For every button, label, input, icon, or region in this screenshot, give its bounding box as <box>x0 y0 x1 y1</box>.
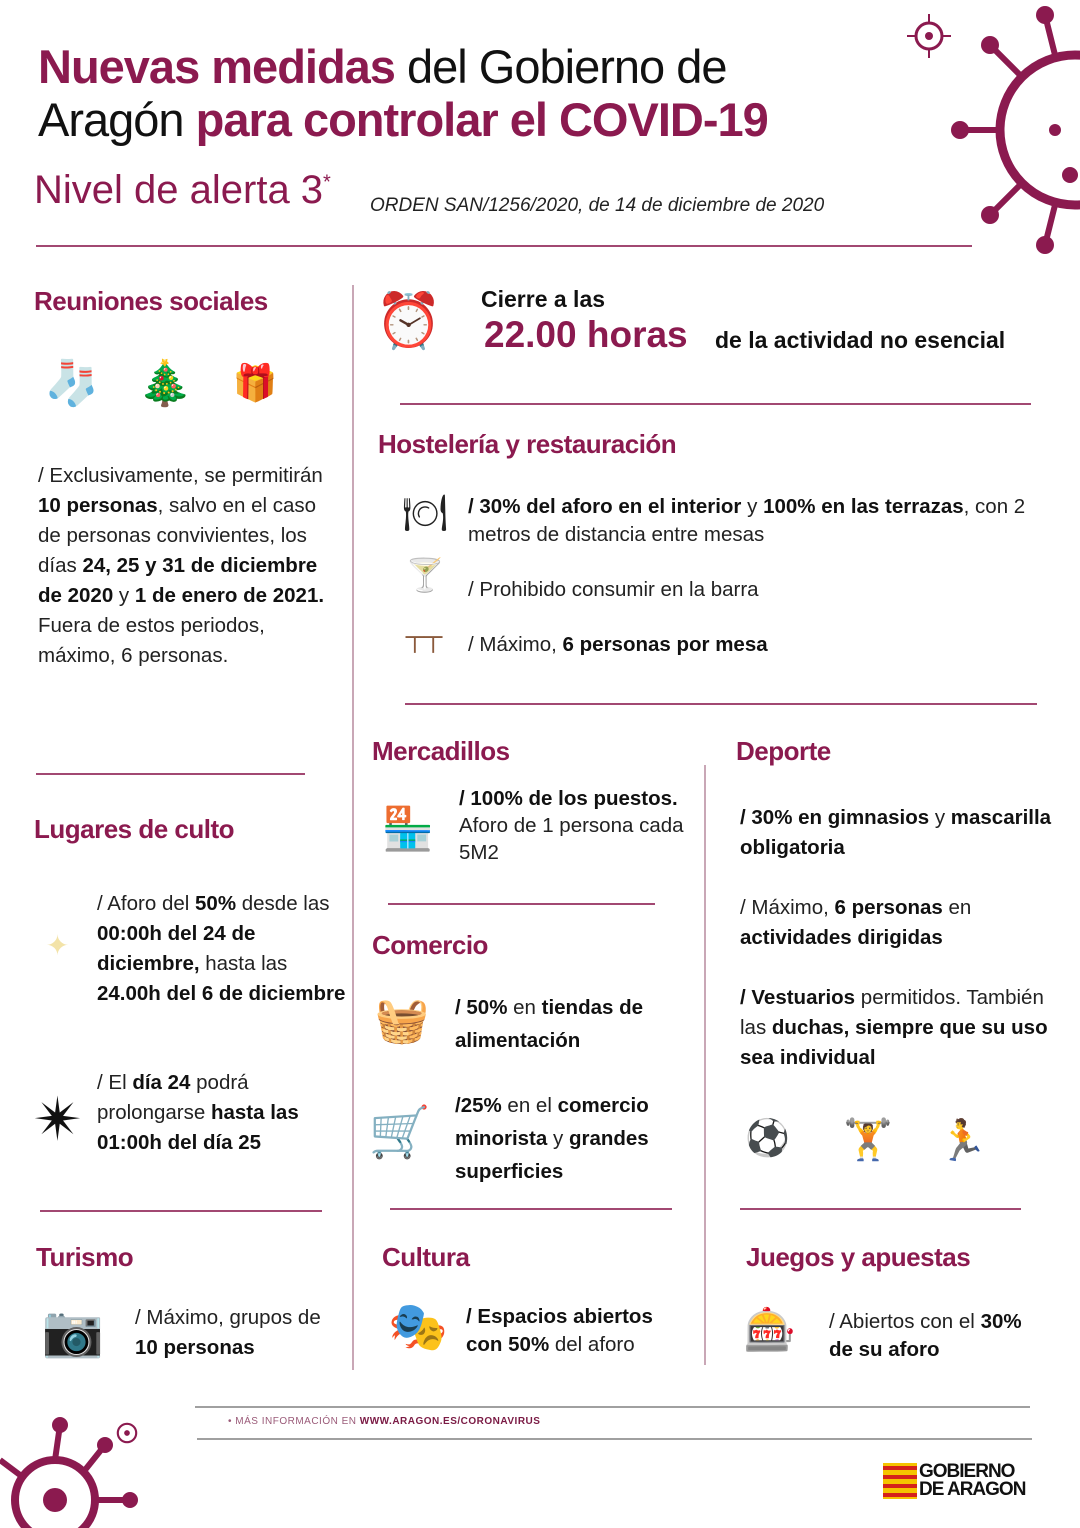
text-segment: Nuevas medidas <box>38 40 395 93</box>
alert-footnote-mark: * <box>323 171 331 194</box>
soccer-ball-icon: ⚽ <box>745 1116 790 1158</box>
title-line-1 <box>38 40 726 94</box>
text-segment: Aragón <box>38 93 196 146</box>
hosteleria-item-2 <box>468 575 1028 605</box>
text-segment: / Aforo del <box>97 892 196 915</box>
text-segment: 1 de enero de 2021. <box>134 584 325 607</box>
alert-level-text: Nivel de alerta 3 <box>34 168 324 212</box>
divider <box>740 1208 1021 1210</box>
text-segment: / Vestuarios <box>740 986 856 1009</box>
text-segment: y <box>113 584 135 607</box>
deporte-item-1 <box>740 803 1060 863</box>
divider <box>390 1208 672 1210</box>
text-segment: y <box>547 1127 569 1150</box>
text-segment: 24.00h del 6 de diciembre <box>97 982 346 1005</box>
text-segment: / 50% <box>455 996 508 1019</box>
text-segment: para controlar el COVID-19 <box>195 93 768 146</box>
cultura-heading: Cultura <box>382 1242 470 1272</box>
text-segment: en el <box>501 1094 558 1117</box>
hosteleria-heading: Hostelería y restauración <box>378 429 677 459</box>
turismo-text <box>135 1303 335 1363</box>
text-segment: día 24 <box>132 1071 191 1094</box>
mercadillos-heading: Mercadillos <box>372 736 510 766</box>
culto-heading: Lugares de culto <box>34 814 235 844</box>
text-segment: hasta las 01:00h del día 25 <box>97 1101 299 1154</box>
text-segment: / 30% en gimnasios <box>740 806 930 829</box>
table-chairs-icon: ┬┬ <box>405 620 443 651</box>
divider <box>388 903 655 905</box>
text-segment: del Gobierno de <box>394 40 727 93</box>
deporte-heading: Deporte <box>736 736 831 766</box>
text-segment: /25% <box>455 1094 502 1117</box>
grocery-basket-icon: 🧺 <box>374 996 430 1045</box>
runner-icon: 🏃 <box>937 1118 988 1163</box>
text-segment: 100% en las terrazas <box>763 495 964 518</box>
text-segment: mascarilla obligatoria <box>740 806 1052 859</box>
comercio-item-2 <box>455 1089 700 1188</box>
text-segment: / Espacios abiertos con 50% <box>466 1305 653 1356</box>
divider <box>36 773 305 775</box>
cultura-text <box>466 1303 691 1359</box>
star-icon: ✴ <box>32 1086 84 1153</box>
culto-item-2 <box>97 1068 342 1158</box>
christmas-tree-icon: 🎄 <box>137 358 193 408</box>
text-segment: , salvo en el caso de personas convivientes, los días <box>38 494 317 577</box>
comercio-item-1 <box>455 991 695 1057</box>
text-segment: / 30% del aforo en el interior <box>468 495 742 518</box>
text-segment: del aforo <box>549 1333 635 1356</box>
column-divider <box>704 765 706 1365</box>
text-segment: grandes superficies <box>455 1127 649 1183</box>
shopping-cart-icon: 🛒 <box>368 1103 432 1160</box>
text-segment: actividades dirigidas <box>740 926 943 949</box>
text-segment: en <box>507 996 542 1019</box>
cierre-pre: Cierre a las <box>481 286 606 312</box>
market-stall-icon: 🏪 <box>381 804 435 852</box>
text-segment: 6 personas por mesa <box>562 633 768 656</box>
christmas-ornaments-icon: 🎁 <box>232 361 278 403</box>
column-divider <box>352 285 354 1370</box>
juegos-text <box>829 1308 1029 1364</box>
text-segment: / Prohibido consumir en la barra <box>468 578 759 601</box>
text-segment: / Máximo, grupos de <box>135 1306 321 1329</box>
hosteleria-item-3 <box>468 630 1028 660</box>
more-info <box>228 1416 540 1427</box>
juegos-heading: Juegos y apuestas <box>746 1242 971 1272</box>
text-segment: / 100% de los puestos. <box>459 787 678 810</box>
divider <box>405 703 1037 705</box>
cierre-time: 22.00 horas <box>484 314 688 355</box>
hosteleria-item-1 <box>468 493 1038 549</box>
alert-level <box>34 168 331 213</box>
text-segment: y <box>741 495 764 518</box>
divider <box>40 1210 322 1212</box>
cierre-post: de la actividad no esencial <box>715 327 1006 353</box>
divider <box>36 245 972 247</box>
deporte-item-3 <box>740 983 1060 1073</box>
alarm-clock-icon: ⏰ <box>375 290 443 351</box>
text-segment: podrá prolongarse <box>97 1071 249 1124</box>
text-segment: duchas, siempre que su uso sea individual <box>740 1016 1048 1069</box>
text-segment: 00:00h del 24 de diciembre, <box>97 922 256 975</box>
text-segment: 24, 25 y 31 de diciembre de 2020 <box>38 554 318 607</box>
comercio-heading: Comercio <box>372 930 488 960</box>
text-segment: y <box>929 806 951 829</box>
text-segment: en <box>942 896 972 919</box>
poker-chips-icon: 🎰 <box>743 1305 797 1353</box>
text-segment: 50% <box>195 892 237 915</box>
reuniones-heading: Reuniones sociales <box>34 286 268 316</box>
cocktail-icon: 🍸 <box>405 557 445 593</box>
divider <box>400 403 1031 405</box>
camera-icon: 📷 <box>41 1302 105 1359</box>
text-segment: 30% de su aforo <box>829 1310 1022 1361</box>
candle-light-icon: ✦ <box>45 929 70 961</box>
turismo-heading: Turismo <box>36 1242 134 1272</box>
text-segment: 10 personas <box>135 1336 255 1359</box>
text-segment: Fuera de estos periodos, máximo, 6 personas. <box>38 614 265 667</box>
logo-line-2: DE ARAGON <box>919 1479 1026 1500</box>
small-virus-icon <box>905 12 953 60</box>
deporte-item-2 <box>740 893 1060 953</box>
christmas-stocking-icon: 🧦 <box>44 358 100 408</box>
text-segment: / Abiertos con el <box>829 1310 981 1333</box>
reuniones-text <box>38 461 328 671</box>
text-segment: , con 2 metros de distancia entre mesas <box>468 495 1026 546</box>
text-segment: tiendas de alimentación <box>455 996 644 1052</box>
text-segment: / Exclusivamente, se permitirán <box>38 464 323 487</box>
aragon-flag-icon <box>883 1463 917 1499</box>
virus-decoration-icon <box>945 0 1080 260</box>
more-info-link[interactable]: WWW.ARAGON.ES/CORONAVIRUS <box>359 1416 541 1427</box>
text-segment: / Máximo, <box>740 896 835 919</box>
text-segment: / El <box>97 1071 133 1094</box>
divider <box>195 1406 1030 1408</box>
small-virus-bottom-icon <box>110 1416 144 1450</box>
more-info-label: • MÁS INFORMACIÓN EN <box>228 1416 360 1427</box>
divider <box>197 1438 1032 1440</box>
title-line-2 <box>38 93 768 147</box>
text-segment: / Máximo, <box>468 633 563 656</box>
text-segment: 6 personas <box>834 896 943 919</box>
serving-cloche-icon: 🍽 <box>402 492 448 533</box>
gobierno-aragon-logo <box>883 1463 1025 1499</box>
text-segment: comercio minorista <box>455 1094 649 1150</box>
order-reference: ORDEN SAN/1256/2020, de 14 de diciembre de 2020 <box>370 195 825 216</box>
text-segment: hasta las <box>199 952 288 975</box>
text-segment: 10 personas <box>38 494 158 517</box>
logo-line-1: GOBIERNO <box>919 1461 1015 1482</box>
text-segment: desde las <box>236 892 330 915</box>
mercadillos-text <box>459 785 684 866</box>
culto-item-1 <box>97 889 347 1009</box>
weightlifting-icon: 🏋 <box>843 1118 893 1162</box>
theater-masks-icon: 🎭 <box>388 1300 448 1354</box>
text-segment: permitidos. También las <box>740 986 1044 1039</box>
text-segment: Aforo de 1 persona cada 5M2 <box>459 814 684 864</box>
